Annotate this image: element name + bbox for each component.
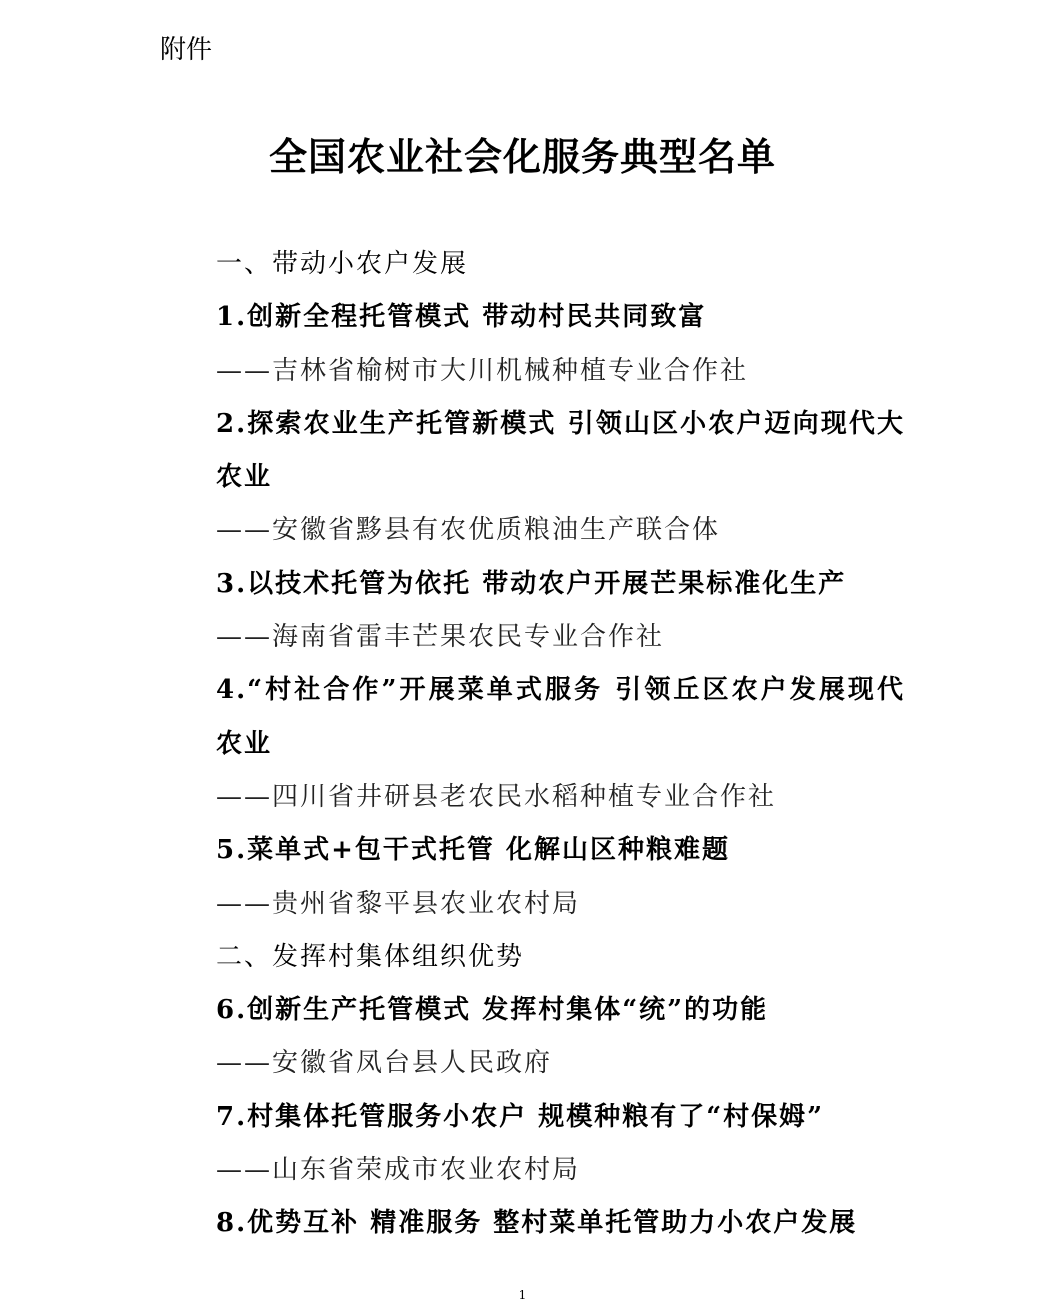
list-item-title: 5.菜单式+包干式托管 化解山区种粮难题 bbox=[216, 835, 730, 866]
section-heading: 一、带动小农户发展 bbox=[216, 249, 469, 279]
page-number: 1 bbox=[518, 1288, 527, 1302]
list-item-organization: ——山东省荣成市农业农村局 bbox=[216, 1155, 581, 1186]
list-item-title: 4.“村社合作”开展菜单式服务 引领丘区农户发展现代农业 bbox=[216, 675, 905, 759]
list-item-title: 6.创新生产托管模式 发挥村集体“统”的功能 bbox=[216, 995, 769, 1026]
list-item-organization: ——吉林省榆树市大川机械种植专业合作社 bbox=[216, 355, 749, 386]
list-item-organization: ——安徽省黟县有农优质粮油生产联合体 bbox=[216, 515, 721, 546]
list-item-title: 2.探索农业生产托管新模式 引领山区小农户迈向现代大农业 bbox=[216, 408, 905, 493]
list-item-title: 3.以技术托管为依托 带动农户开展芒果标准化生产 bbox=[216, 568, 847, 599]
list-item-title: 7.村集体托管服务小农户 规模种粮有了“村保姆” bbox=[216, 1101, 825, 1132]
list-item-organization: ——贵州省黎平县农业农村局 bbox=[216, 888, 581, 919]
document-body bbox=[160, 238, 905, 1251]
list-item-organization: ——四川省井研县老农民水稻种植专业合作社 bbox=[216, 781, 777, 812]
section-heading: 二、发挥村集体组织优势 bbox=[216, 941, 525, 972]
page-title: 全国农业社会化服务典型名单 bbox=[268, 135, 776, 179]
list-item-title: 1.创新全程托管模式 带动村民共同致富 bbox=[216, 302, 707, 333]
list-item-organization: ——海南省雷丰芒果农民专业合作社 bbox=[216, 622, 665, 653]
attachment-label: 附件 bbox=[160, 35, 213, 65]
list-item-organization: ——安徽省凤台县人民政府 bbox=[216, 1048, 553, 1079]
list-item-title: 8.优势互补 精准服务 整村菜单托管助力小农户发展 bbox=[216, 1208, 858, 1239]
